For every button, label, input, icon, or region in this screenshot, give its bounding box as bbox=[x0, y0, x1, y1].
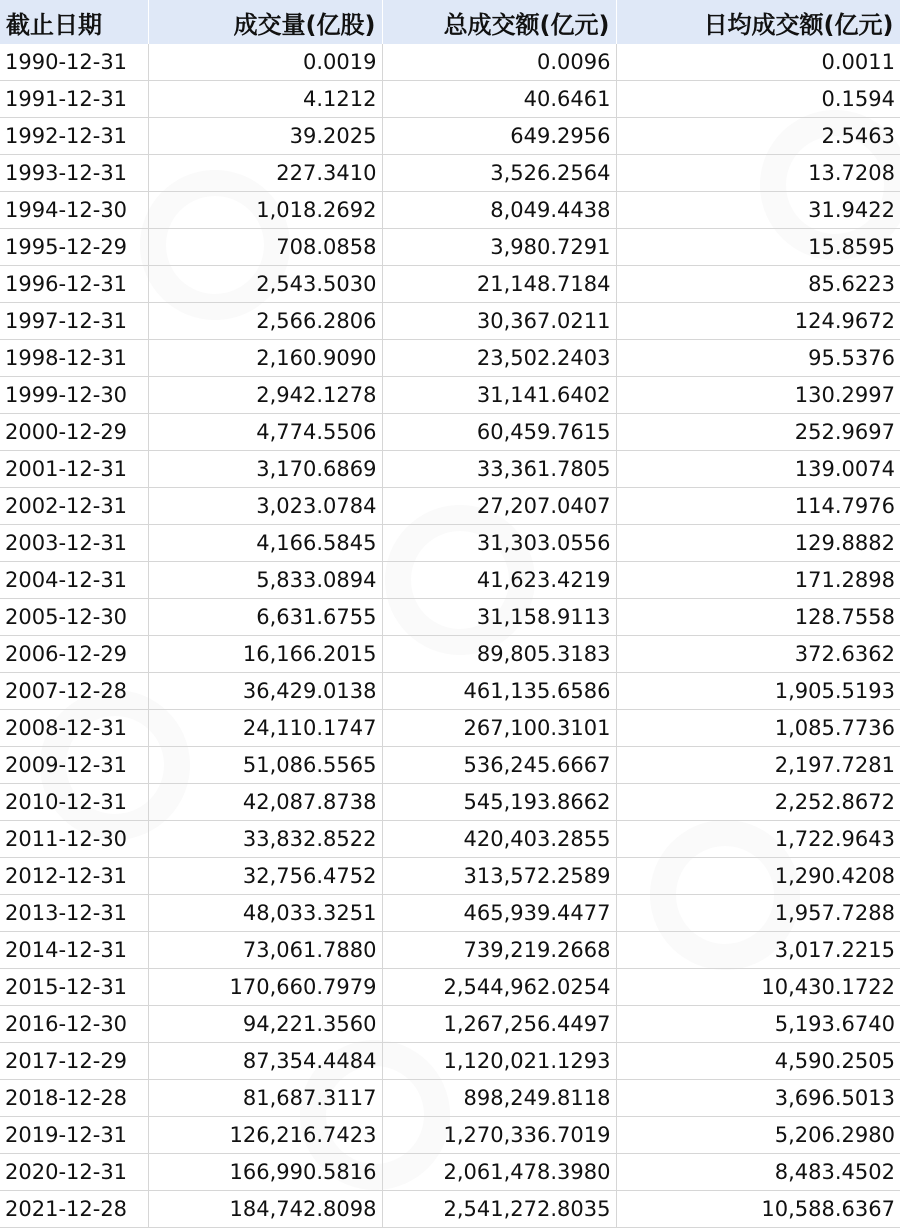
table-row bbox=[0, 81, 900, 118]
cell-date: 1997-12-31 bbox=[0, 303, 148, 340]
table-row bbox=[0, 377, 900, 414]
cell-daily-avg-turnover: 124.9672 bbox=[616, 303, 900, 340]
cell-total-turnover: 27,207.0407 bbox=[382, 488, 616, 525]
cell-date: 2016-12-30 bbox=[0, 1006, 148, 1043]
cell-daily-avg-turnover: 8,483.4502 bbox=[616, 1154, 900, 1191]
cell-volume: 227.3410 bbox=[148, 155, 382, 192]
cell-total-turnover: 313,572.2589 bbox=[382, 858, 616, 895]
cell-total-turnover: 31,141.6402 bbox=[382, 377, 616, 414]
cell-daily-avg-turnover: 85.6223 bbox=[616, 266, 900, 303]
table-row bbox=[0, 1154, 900, 1191]
cell-volume: 2,942.1278 bbox=[148, 377, 382, 414]
cell-volume: 2,566.2806 bbox=[148, 303, 382, 340]
cell-date: 2019-12-31 bbox=[0, 1117, 148, 1154]
cell-date: 1990-12-31 bbox=[0, 44, 148, 81]
table-row bbox=[0, 599, 900, 636]
cell-date: 1992-12-31 bbox=[0, 118, 148, 155]
cell-daily-avg-turnover: 1,290.4208 bbox=[616, 858, 900, 895]
table-row bbox=[0, 488, 900, 525]
cell-volume: 87,354.4484 bbox=[148, 1043, 382, 1080]
cell-total-turnover: 3,980.7291 bbox=[382, 229, 616, 266]
cell-date: 2008-12-31 bbox=[0, 710, 148, 747]
table-row bbox=[0, 414, 900, 451]
table-row bbox=[0, 747, 900, 784]
table-row bbox=[0, 969, 900, 1006]
cell-daily-avg-turnover: 3,696.5013 bbox=[616, 1080, 900, 1117]
cell-total-turnover: 1,270,336.7019 bbox=[382, 1117, 616, 1154]
table-row bbox=[0, 1080, 900, 1117]
cell-date: 1996-12-31 bbox=[0, 266, 148, 303]
cell-total-turnover: 2,061,478.3980 bbox=[382, 1154, 616, 1191]
cell-daily-avg-turnover: 1,905.5193 bbox=[616, 673, 900, 710]
cell-total-turnover: 1,267,256.4497 bbox=[382, 1006, 616, 1043]
table-row bbox=[0, 155, 900, 192]
cell-total-turnover: 21,148.7184 bbox=[382, 266, 616, 303]
table-row bbox=[0, 1117, 900, 1154]
cell-date: 1993-12-31 bbox=[0, 155, 148, 192]
cell-date: 2003-12-31 bbox=[0, 525, 148, 562]
cell-total-turnover: 545,193.8662 bbox=[382, 784, 616, 821]
cell-total-turnover: 41,623.4219 bbox=[382, 562, 616, 599]
cell-volume: 708.0858 bbox=[148, 229, 382, 266]
cell-daily-avg-turnover: 114.7976 bbox=[616, 488, 900, 525]
cell-total-turnover: 739,219.2668 bbox=[382, 932, 616, 969]
cell-daily-avg-turnover: 171.2898 bbox=[616, 562, 900, 599]
cell-date: 2012-12-31 bbox=[0, 858, 148, 895]
cell-daily-avg-turnover: 0.0011 bbox=[616, 44, 900, 81]
cell-total-turnover: 465,939.4477 bbox=[382, 895, 616, 932]
cell-daily-avg-turnover: 13.7208 bbox=[616, 155, 900, 192]
header-volume: 成交量(亿股) bbox=[148, 0, 382, 44]
cell-date: 2014-12-31 bbox=[0, 932, 148, 969]
cell-date: 2017-12-29 bbox=[0, 1043, 148, 1080]
cell-volume: 4.1212 bbox=[148, 81, 382, 118]
cell-volume: 48,033.3251 bbox=[148, 895, 382, 932]
cell-date: 2015-12-31 bbox=[0, 969, 148, 1006]
cell-date: 2000-12-29 bbox=[0, 414, 148, 451]
cell-daily-avg-turnover: 3,017.2215 bbox=[616, 932, 900, 969]
cell-date: 2018-12-28 bbox=[0, 1080, 148, 1117]
cell-date: 1998-12-31 bbox=[0, 340, 148, 377]
cell-volume: 51,086.5565 bbox=[148, 747, 382, 784]
table-row bbox=[0, 821, 900, 858]
cell-total-turnover: 898,249.8118 bbox=[382, 1080, 616, 1117]
table-row bbox=[0, 1006, 900, 1043]
table-row bbox=[0, 303, 900, 340]
cell-total-turnover: 31,158.9113 bbox=[382, 599, 616, 636]
cell-volume: 24,110.1747 bbox=[148, 710, 382, 747]
cell-volume: 39.2025 bbox=[148, 118, 382, 155]
cell-total-turnover: 40.6461 bbox=[382, 81, 616, 118]
cell-daily-avg-turnover: 95.5376 bbox=[616, 340, 900, 377]
cell-volume: 42,087.8738 bbox=[148, 784, 382, 821]
cell-total-turnover: 420,403.2855 bbox=[382, 821, 616, 858]
cell-date: 2013-12-31 bbox=[0, 895, 148, 932]
cell-date: 1995-12-29 bbox=[0, 229, 148, 266]
cell-date: 1991-12-31 bbox=[0, 81, 148, 118]
cell-volume: 170,660.7979 bbox=[148, 969, 382, 1006]
cell-daily-avg-turnover: 2,252.8672 bbox=[616, 784, 900, 821]
cell-total-turnover: 8,049.4438 bbox=[382, 192, 616, 229]
cell-volume: 33,832.8522 bbox=[148, 821, 382, 858]
table-row bbox=[0, 192, 900, 229]
cell-volume: 36,429.0138 bbox=[148, 673, 382, 710]
cell-volume: 32,756.4752 bbox=[148, 858, 382, 895]
table-row bbox=[0, 673, 900, 710]
table-row bbox=[0, 932, 900, 969]
cell-volume: 81,687.3117 bbox=[148, 1080, 382, 1117]
cell-date: 2021-12-28 bbox=[0, 1191, 148, 1228]
cell-date: 2010-12-31 bbox=[0, 784, 148, 821]
cell-total-turnover: 31,303.0556 bbox=[382, 525, 616, 562]
cell-volume: 0.0019 bbox=[148, 44, 382, 81]
table-row bbox=[0, 895, 900, 932]
cell-daily-avg-turnover: 130.2997 bbox=[616, 377, 900, 414]
cell-daily-avg-turnover: 2,197.7281 bbox=[616, 747, 900, 784]
cell-volume: 5,833.0894 bbox=[148, 562, 382, 599]
cell-daily-avg-turnover: 4,590.2505 bbox=[616, 1043, 900, 1080]
table-header bbox=[0, 0, 900, 44]
cell-daily-avg-turnover: 1,957.7288 bbox=[616, 895, 900, 932]
cell-date: 2007-12-28 bbox=[0, 673, 148, 710]
table-row bbox=[0, 1043, 900, 1080]
table-row bbox=[0, 858, 900, 895]
cell-daily-avg-turnover: 5,193.6740 bbox=[616, 1006, 900, 1043]
table-row bbox=[0, 266, 900, 303]
header-total-turnover: 总成交额(亿元) bbox=[382, 0, 616, 44]
cell-volume: 6,631.6755 bbox=[148, 599, 382, 636]
cell-total-turnover: 536,245.6667 bbox=[382, 747, 616, 784]
cell-daily-avg-turnover: 2.5463 bbox=[616, 118, 900, 155]
cell-volume: 4,166.5845 bbox=[148, 525, 382, 562]
table-row bbox=[0, 451, 900, 488]
cell-total-turnover: 89,805.3183 bbox=[382, 636, 616, 673]
cell-total-turnover: 30,367.0211 bbox=[382, 303, 616, 340]
cell-date: 2009-12-31 bbox=[0, 747, 148, 784]
table-row bbox=[0, 525, 900, 562]
table-row bbox=[0, 44, 900, 81]
cell-total-turnover: 3,526.2564 bbox=[382, 155, 616, 192]
cell-volume: 94,221.3560 bbox=[148, 1006, 382, 1043]
table-row bbox=[0, 710, 900, 747]
cell-daily-avg-turnover: 129.8882 bbox=[616, 525, 900, 562]
table-row bbox=[0, 118, 900, 155]
cell-volume: 3,170.6869 bbox=[148, 451, 382, 488]
cell-daily-avg-turnover: 15.8595 bbox=[616, 229, 900, 266]
cell-total-turnover: 23,502.2403 bbox=[382, 340, 616, 377]
table-row bbox=[0, 636, 900, 673]
cell-daily-avg-turnover: 10,588.6367 bbox=[616, 1191, 900, 1228]
table-row bbox=[0, 562, 900, 599]
cell-daily-avg-turnover: 0.1594 bbox=[616, 81, 900, 118]
cell-volume: 1,018.2692 bbox=[148, 192, 382, 229]
cell-daily-avg-turnover: 5,206.2980 bbox=[616, 1117, 900, 1154]
table-body bbox=[0, 44, 900, 1228]
table-row bbox=[0, 1191, 900, 1228]
cell-total-turnover: 2,541,272.8035 bbox=[382, 1191, 616, 1228]
cell-volume: 2,543.5030 bbox=[148, 266, 382, 303]
table-row bbox=[0, 229, 900, 266]
cell-date: 1994-12-30 bbox=[0, 192, 148, 229]
cell-daily-avg-turnover: 1,722.9643 bbox=[616, 821, 900, 858]
cell-volume: 166,990.5816 bbox=[148, 1154, 382, 1191]
cell-volume: 73,061.7880 bbox=[148, 932, 382, 969]
cell-volume: 3,023.0784 bbox=[148, 488, 382, 525]
cell-total-turnover: 267,100.3101 bbox=[382, 710, 616, 747]
cell-daily-avg-turnover: 10,430.1722 bbox=[616, 969, 900, 1006]
cell-total-turnover: 33,361.7805 bbox=[382, 451, 616, 488]
table-row bbox=[0, 784, 900, 821]
cell-total-turnover: 461,135.6586 bbox=[382, 673, 616, 710]
cell-total-turnover: 2,544,962.0254 bbox=[382, 969, 616, 1006]
table-row bbox=[0, 340, 900, 377]
cell-total-turnover: 649.2956 bbox=[382, 118, 616, 155]
cell-date: 2020-12-31 bbox=[0, 1154, 148, 1191]
cell-volume: 2,160.9090 bbox=[148, 340, 382, 377]
cell-date: 2004-12-31 bbox=[0, 562, 148, 599]
cell-daily-avg-turnover: 372.6362 bbox=[616, 636, 900, 673]
cell-date: 2005-12-30 bbox=[0, 599, 148, 636]
cell-daily-avg-turnover: 1,085.7736 bbox=[616, 710, 900, 747]
header-row bbox=[0, 0, 900, 44]
cell-total-turnover: 1,120,021.1293 bbox=[382, 1043, 616, 1080]
cell-date: 2006-12-29 bbox=[0, 636, 148, 673]
header-date: 截止日期 bbox=[0, 0, 148, 44]
cell-date: 2002-12-31 bbox=[0, 488, 148, 525]
cell-volume: 126,216.7423 bbox=[148, 1117, 382, 1154]
cell-daily-avg-turnover: 139.0074 bbox=[616, 451, 900, 488]
cell-date: 1999-12-30 bbox=[0, 377, 148, 414]
header-daily-avg-turnover: 日均成交额(亿元) bbox=[616, 0, 900, 44]
cell-total-turnover: 0.0096 bbox=[382, 44, 616, 81]
cell-total-turnover: 60,459.7615 bbox=[382, 414, 616, 451]
cell-daily-avg-turnover: 252.9697 bbox=[616, 414, 900, 451]
cell-date: 2001-12-31 bbox=[0, 451, 148, 488]
cell-volume: 4,774.5506 bbox=[148, 414, 382, 451]
cell-daily-avg-turnover: 31.9422 bbox=[616, 192, 900, 229]
cell-daily-avg-turnover: 128.7558 bbox=[616, 599, 900, 636]
cell-volume: 184,742.8098 bbox=[148, 1191, 382, 1228]
cell-volume: 16,166.2015 bbox=[148, 636, 382, 673]
cell-date: 2011-12-30 bbox=[0, 821, 148, 858]
